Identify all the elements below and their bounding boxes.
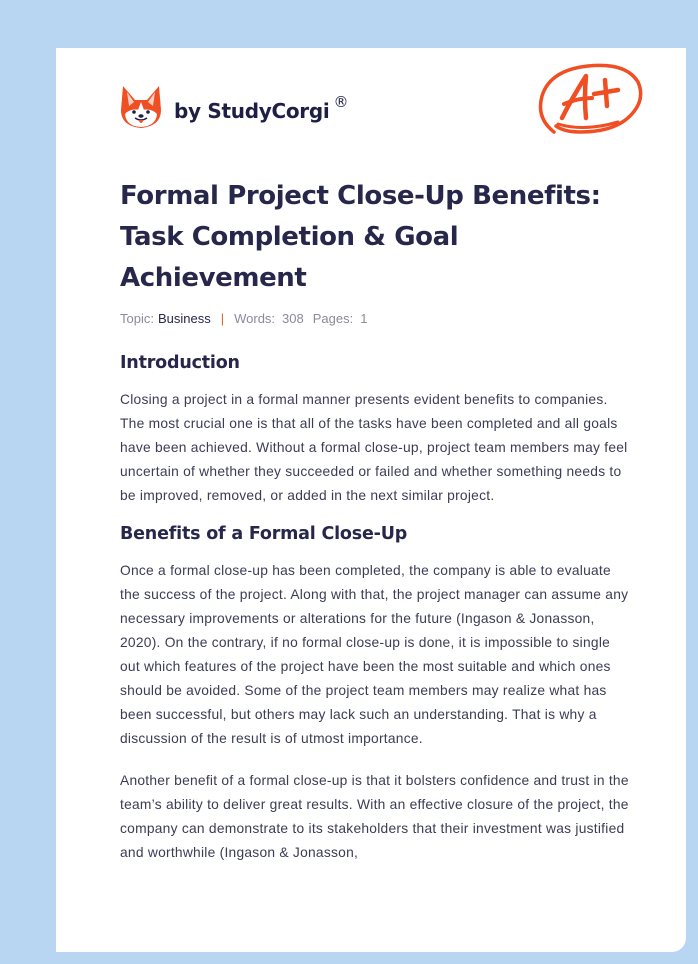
a-plus-grade-icon xyxy=(534,58,646,142)
topic-value[interactable]: Business xyxy=(157,311,211,326)
registered-mark: ® xyxy=(333,93,349,111)
paragraph: Another benefit of a formal close-up is that it bolsters confidence and trust in the team’s ability to deliver great results. With an effective closure of the project, the company can demonstrate to its stakeholders that their investment was justified and worthwhile (Ingason & Jonasson, xyxy=(120,773,629,860)
section-heading-introduction: Introduction xyxy=(120,353,240,373)
paragraph: Closing a project in a formal manner presents evident benefits to companies. The most crucial one is that all of the tasks have been completed and all goals have been achieved. Without a formal close-up, project team members may feel uncertain of whether they succeeded or failed and whether something needs to be improved, removed, or added in the next similar project. xyxy=(120,392,628,503)
studycorgi-logo[interactable] xyxy=(120,74,348,144)
section-heading-benefits: Benefits of a Formal Close-Up xyxy=(120,524,408,544)
header xyxy=(120,74,646,144)
paragraph: Once a formal close-up has been completed, the company is able to evaluate the success of the project. Along with that, the project manager can assume any necessary improvements or alterations for the future (Ingason & Jonasson, 2020). On the contrary, if no formal close-up is done, it is impossible to single out which features of the project have been the most suitable and which ones should be avoided. Some of the project team members may realize what has been successful, but others may lack such an understanding. That is why a discussion of the result is of utmost importance. xyxy=(120,563,629,746)
pages-value: 1 xyxy=(360,311,368,326)
logo-text: by StudyCorgi xyxy=(174,99,330,123)
page-title: Formal Project Close-Up Benefits: Task Completion & Goal Achievement xyxy=(120,181,601,293)
pages-label: Pages: xyxy=(312,311,354,326)
article xyxy=(120,176,630,865)
corgi-logo-icon xyxy=(120,84,162,130)
words-label: Words: xyxy=(234,311,276,326)
article-meta xyxy=(120,311,630,326)
words-value: 308 xyxy=(282,311,304,326)
topic-label: Topic: xyxy=(120,311,154,326)
document-card xyxy=(56,48,686,952)
meta-separator: | xyxy=(220,311,225,326)
